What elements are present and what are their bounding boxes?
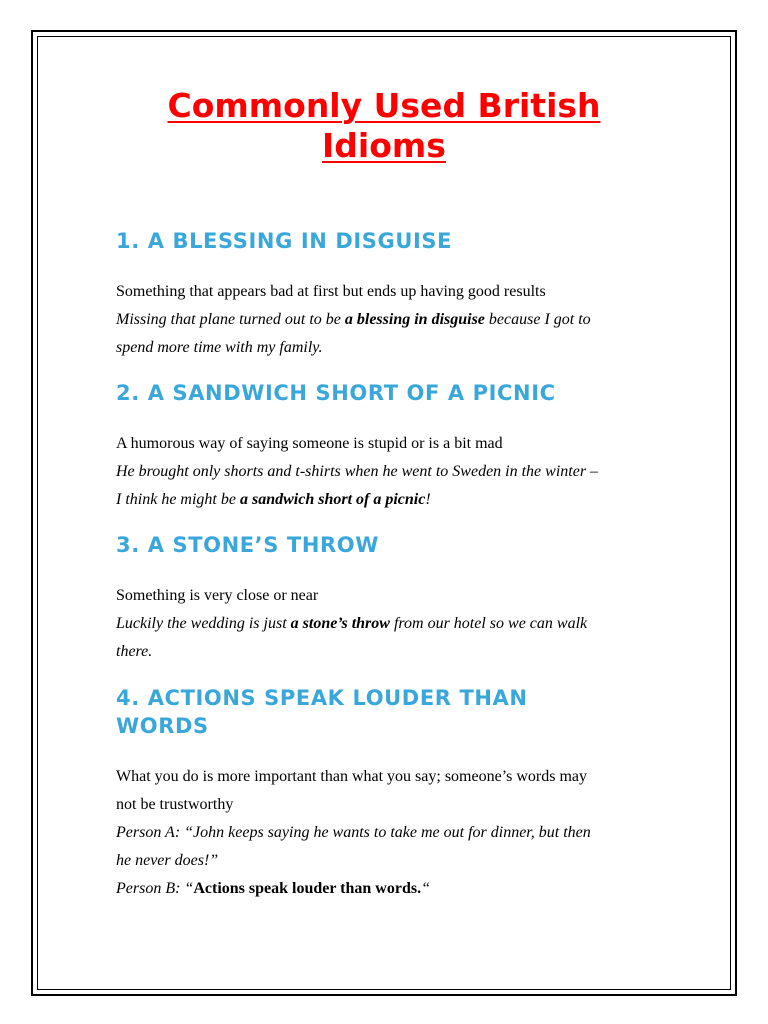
- idiom-2-example-post: !: [425, 491, 431, 508]
- idiom-4-example-line-2: he never does!”: [116, 852, 219, 869]
- idiom-1-example-line-1: [116, 306, 656, 334]
- idiom-3-definition: Something is very close or near: [116, 587, 319, 604]
- idiom-1-example-line-2: spend more time with my family.: [116, 339, 323, 356]
- idiom-4-example-phrase: Actions speak louder than words.: [193, 880, 422, 897]
- idiom-3-example-pre: Luckily the wedding is just: [116, 615, 291, 632]
- idiom-1-example-pre: Missing that plane turned out to be: [116, 311, 345, 328]
- idiom-4-body: [116, 763, 656, 903]
- idiom-3-example-post: from our hotel so we can walk: [389, 615, 588, 632]
- idiom-4-definition-line-2: not be trustworthy: [116, 796, 234, 813]
- idiom-3-example-line-1: [116, 610, 656, 638]
- idiom-4-example-pre: Person B: “: [116, 880, 194, 897]
- idiom-4-example-post: “: [421, 880, 430, 897]
- idiom-2-example-phrase: a sandwich short of a picnic: [239, 491, 426, 508]
- idiom-2-example-line-2: [116, 486, 656, 514]
- idiom-heading-1: 1. A BLESSING IN DISGUISE: [116, 229, 453, 253]
- idiom-heading-4: [116, 684, 656, 740]
- idiom-1-example-post: because I got to: [484, 311, 591, 328]
- idiom-2-body: [116, 430, 656, 514]
- idiom-heading-2: 2. A SANDWICH SHORT OF A PICNIC: [116, 381, 556, 405]
- idiom-1-definition: Something that appears bad at first but ends up having good results: [116, 283, 546, 300]
- idiom-3-example-line-2: there.: [116, 643, 153, 660]
- idiom-heading-4-line-2: WORDS: [116, 714, 209, 738]
- idiom-4-example-line-1: Person A: “John keeps saying he wants to take me out for dinner, but then: [116, 824, 591, 841]
- idiom-heading-3: 3. A STONE’S THROW: [116, 533, 379, 557]
- title-line-1: Commonly Used British: [167, 86, 601, 125]
- idiom-2-example-pre: I think he might be: [116, 491, 240, 508]
- idiom-heading-4-line-1: 4. ACTIONS SPEAK LOUDER THAN: [116, 686, 528, 710]
- idiom-4-definition-line-1: What you do is more important than what you say; someone’s words may: [116, 768, 588, 785]
- idiom-2-example-line-1: He brought only shorts and t-shirts when he went to Sweden in the winter –: [116, 463, 599, 480]
- idiom-1-body: [116, 278, 656, 362]
- idiom-3-example-phrase: a stone’s throw: [290, 615, 390, 632]
- idiom-1-example-phrase: a blessing in disguise: [344, 311, 485, 328]
- document-title: [0, 86, 768, 166]
- idiom-2-definition: A humorous way of saying someone is stupid or is a bit mad: [116, 435, 503, 452]
- title-line-2: Idioms: [322, 126, 446, 165]
- idiom-4-example-line-3: [116, 875, 656, 903]
- idiom-3-body: [116, 582, 656, 666]
